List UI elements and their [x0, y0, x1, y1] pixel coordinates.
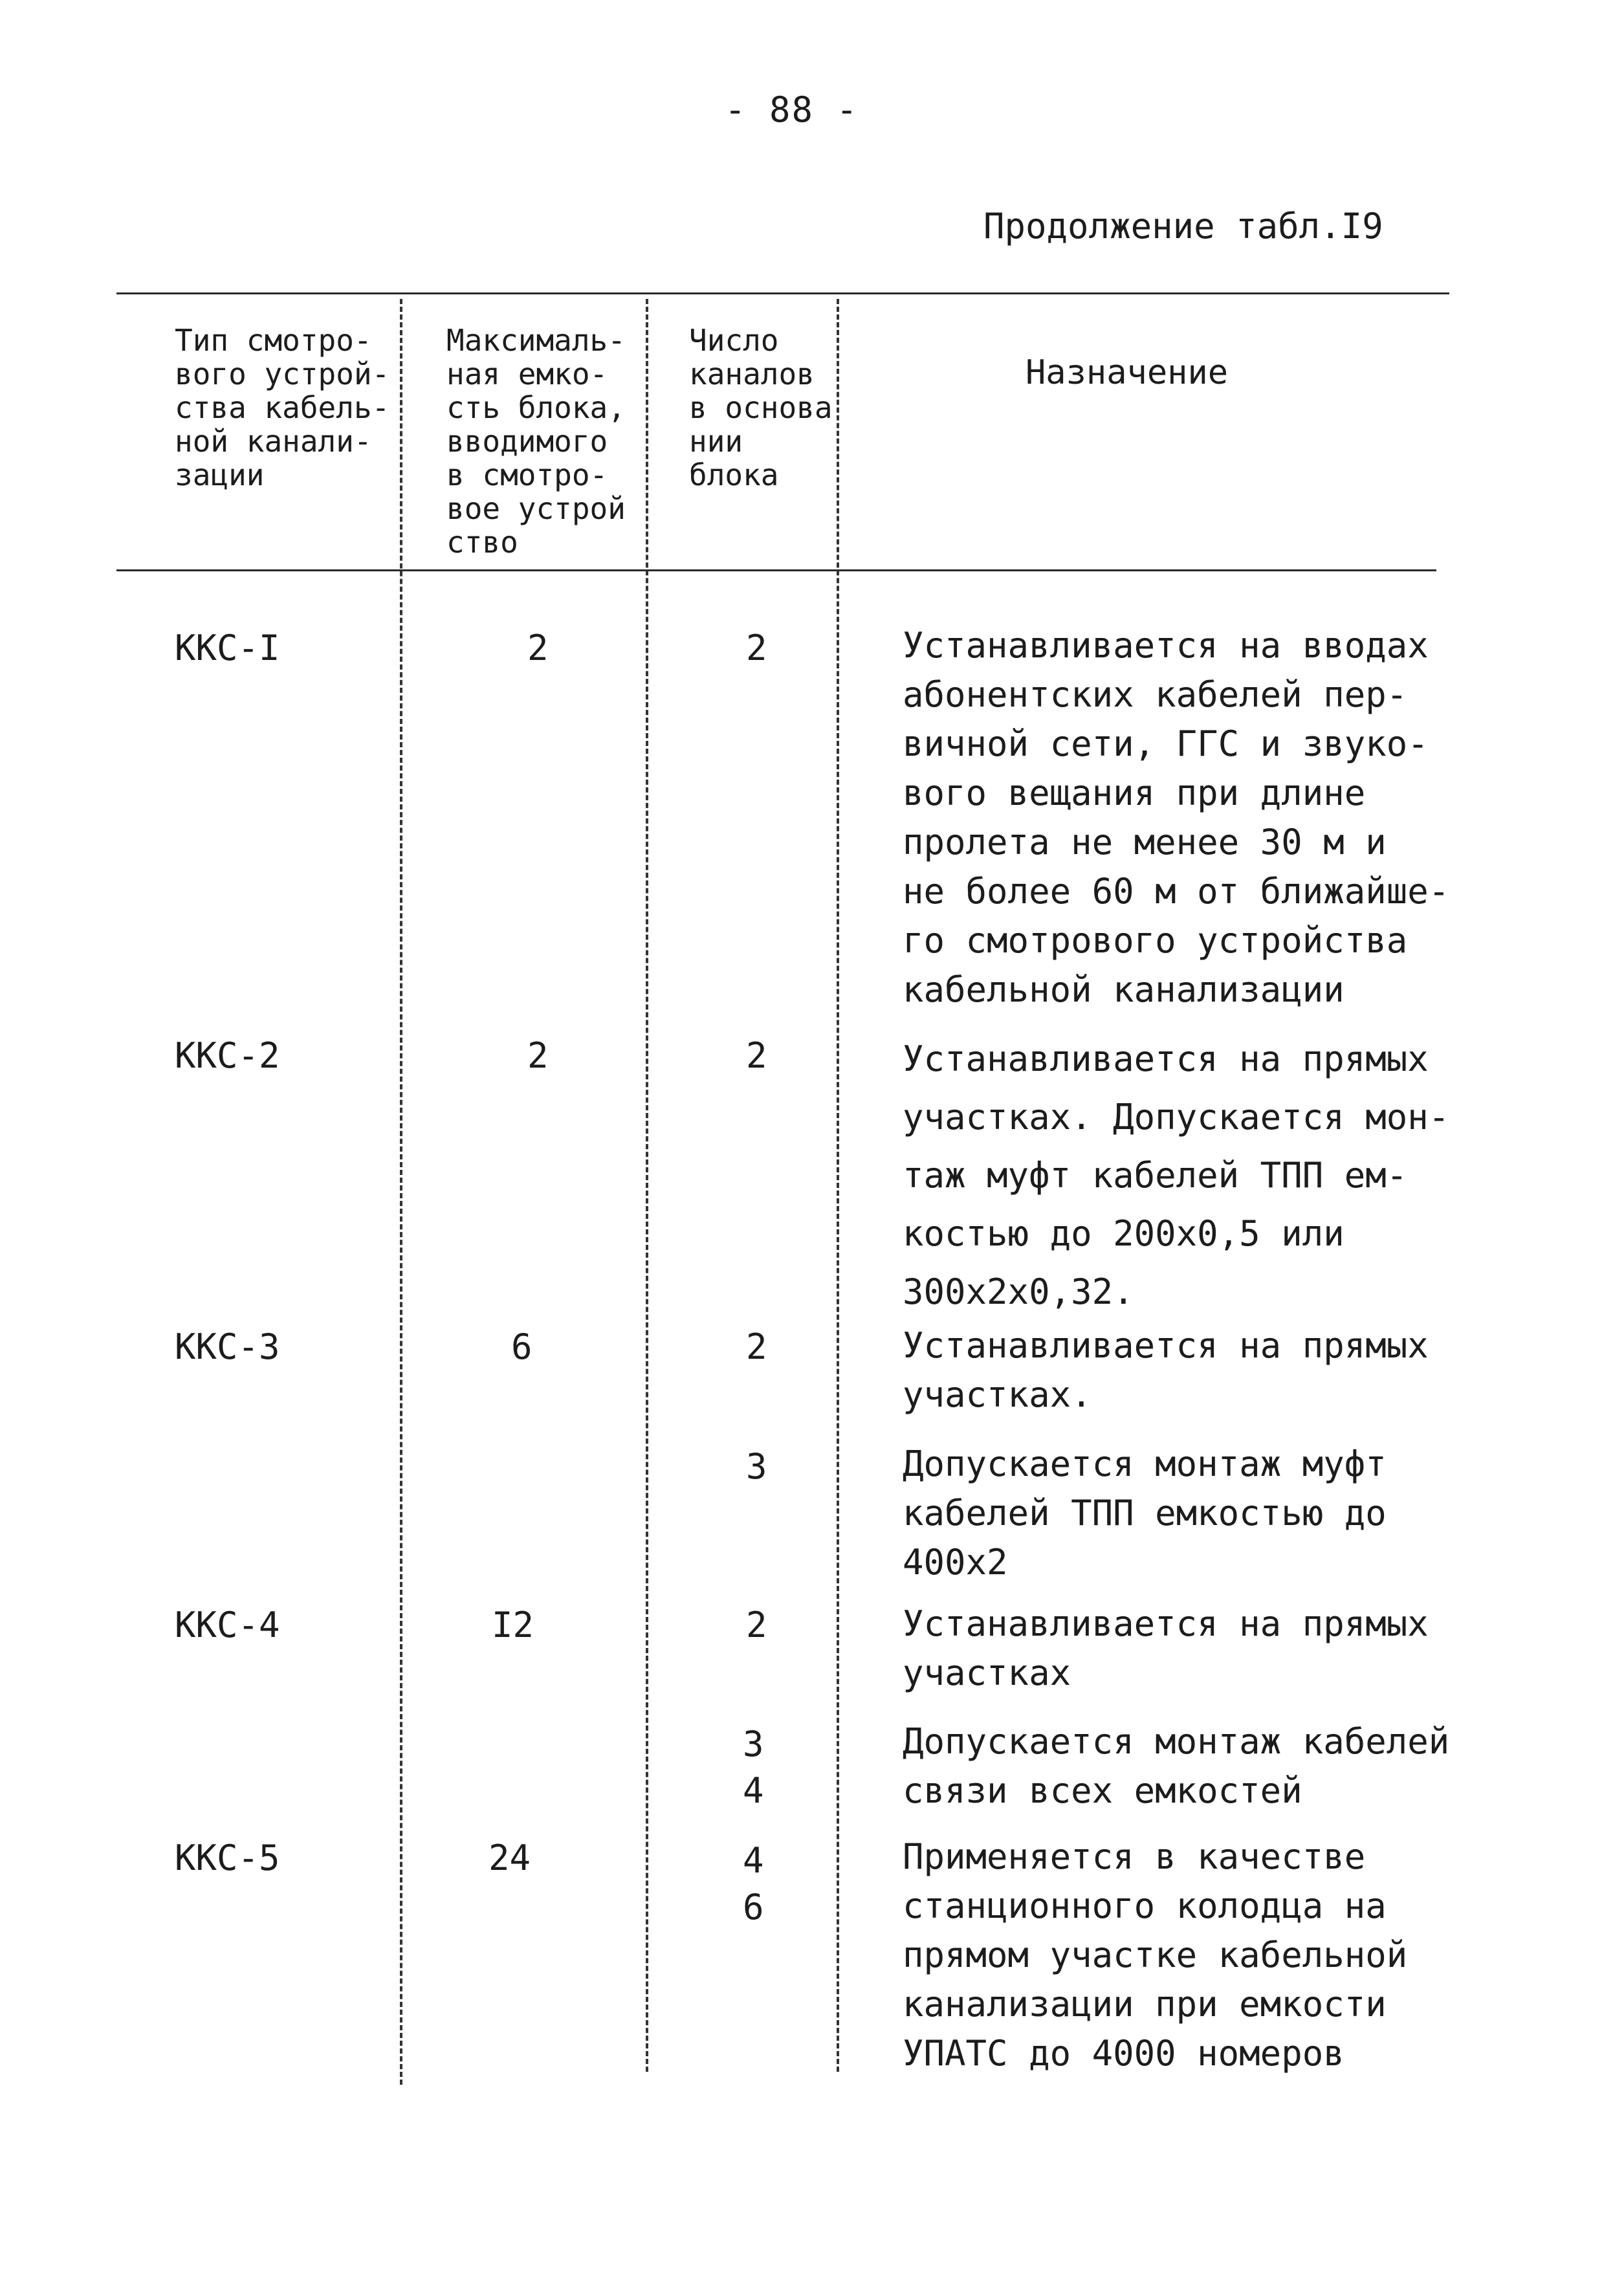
row-purpose: Устанавливается на прямых участках.: [903, 1325, 1429, 1415]
column-divider: [646, 299, 648, 2072]
row-channels: 2: [746, 1326, 767, 1367]
row-channels: 3: [746, 1446, 767, 1487]
row-purpose: Допускается монтаж муфт кабелей ТПП емкостью до 400х2: [903, 1444, 1387, 1583]
row-capacity: 2: [527, 1035, 549, 1076]
table-header-rule: [116, 569, 1436, 571]
header-purpose: Назначение: [1026, 353, 1229, 392]
row-channels: 2: [746, 1035, 767, 1076]
row-capacity: 6: [511, 1326, 532, 1367]
header-channels: Число каналов в основа нии блока: [689, 323, 833, 492]
row-purpose: Применяется в качестве станционного колодца на прямом участке кабельной канализации при емкости УПАТС до 4000 номеров: [903, 1836, 1408, 2074]
row-type: ККС-5: [175, 1838, 280, 1878]
row-purpose: Устанавливается на вводах абонентских кабелей пер- вичной сети, ГГС и звуко- вого вещания при длине пролета не менее 30 м и не более 60 м от ближайше- го смотрового устройства кабельной канализации: [903, 625, 1450, 1010]
row-purpose: Устанавливается на прямых участках. Допускается мон- таж муфт кабелей ТПП ем- костью до 200х0,5 или 300х2х0,32.: [903, 1038, 1450, 1312]
header-type: Тип смотро- вого устрой- ства кабель- ной канали- зации: [175, 323, 390, 492]
row-type: ККС-4: [175, 1605, 280, 1645]
row-purpose: Допускается монтаж кабелей связи всех емкостей: [903, 1721, 1450, 1811]
header-capacity: Максималь- ная емко- сть блока, вводимого в смотро- вое устрой ство: [446, 323, 626, 560]
row-channels: 3 4: [743, 1724, 764, 1811]
row-capacity: I2: [492, 1605, 534, 1645]
row-type: ККС-2: [175, 1035, 280, 1076]
row-type: ККС-3: [175, 1326, 280, 1367]
row-capacity: 2: [527, 628, 549, 668]
row-channels: 2: [746, 1605, 767, 1645]
page-number: - 88 -: [725, 89, 859, 130]
table-caption: Продолжение табл.I9: [983, 206, 1383, 247]
column-divider: [400, 299, 402, 2085]
table-top-rule: [116, 292, 1449, 294]
row-channels: 4 6: [743, 1840, 764, 1927]
row-capacity: 24: [488, 1838, 531, 1878]
row-channels: 2: [746, 628, 767, 668]
column-divider: [837, 299, 839, 2072]
row-purpose: Устанавливается на прямых участках: [903, 1603, 1429, 1693]
row-type: ККС-I: [175, 628, 280, 668]
